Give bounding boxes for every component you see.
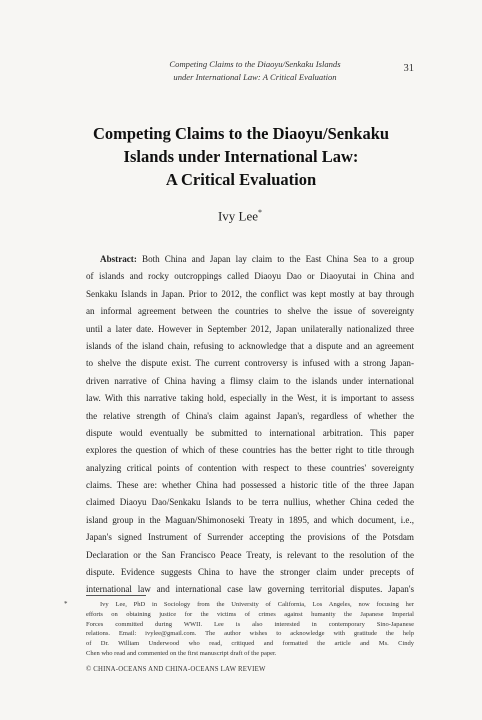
abstract-line: Senkaku Islands in Japan. Prior to 2012, the conflict was kept mostly at bay through <box>86 288 414 299</box>
abstract-line: an informal agreement between the countries to shelve the issue of sovereignty <box>86 306 414 317</box>
footnote-divider <box>86 595 146 596</box>
abstract-line: international law and international case law governing territorial disputes. Japan's <box>86 584 414 595</box>
author-byline <box>140 208 340 224</box>
running-header <box>130 58 380 84</box>
abstract-line: the relative strength of China's claim against Japan's, regardless of whether the <box>86 410 414 421</box>
abstract-line: Declaration or the San Francisco Peace Treaty, is relevant to the resolution of the <box>86 549 414 560</box>
abstract-line: claims. These are: whether China had possessed a historic title of the three Japan <box>86 480 414 491</box>
footnote-line: Ivy Lee, PhD in Sociology from the University of California, Los Angeles, now focusing her <box>100 601 414 608</box>
abstract-line: explores the question of which of these countries has the better right to title through <box>86 445 414 456</box>
author-footnote-mark: * <box>258 208 263 217</box>
author-name: Ivy Lee <box>217 208 259 224</box>
abstract-line: to shelve the dispute exist. The current controversy is infused with a strong Japan- <box>86 358 414 369</box>
page-number: 31 <box>403 63 414 74</box>
abstract-line: dispute would eventually be submitted to international arbitration. This paper <box>86 427 414 438</box>
abstract-line: Abstract: Both China and Japan lay claim to the East China Sea to a group <box>100 254 414 264</box>
abstract-line: law. With this narrative taking hold, especially in the West, it is important to assess <box>86 393 414 404</box>
title-line-1: Competing Claims to the Diaoyu/Senkaku <box>92 124 390 143</box>
footnote-line: efforts on obtaining justice for the victims of crimes against humanity the Japanese Imperial <box>86 610 414 618</box>
footnote-mark: * <box>64 600 68 608</box>
footnote-line: Chen who read and commented on the first manuscript draft of the paper. <box>86 649 277 657</box>
article-title <box>70 122 412 191</box>
footnote-line: relations. Email: ivylee@gmail.com. The author wishes to acknowledge with gratitude the help <box>86 630 414 638</box>
abstract-line: island group in the Maguan/Shimonoseki Treaty in 1895, and which document, i.e., <box>86 514 414 525</box>
abstract-line: Japan's signed Instrument of Surrender accepting the provisions of the Potsdam <box>86 532 414 543</box>
footnote-line: Forces committed during WWII. Lee is also interested in contemporary Sino-Japanese <box>86 620 414 628</box>
running-header-line-1: Competing Claims to the Diaoyu/Senkaku Islands <box>169 59 341 69</box>
abstract-line: claimed Diaoyu Dao/Senkaku Islands to be terra nullius, whether China ceded the <box>86 497 414 508</box>
abstract <box>86 251 414 599</box>
running-header-line-2: under International Law: A Critical Evaluation <box>173 72 337 82</box>
author-footnote <box>64 600 414 659</box>
title-line-3: A Critical Evaluation <box>165 170 317 189</box>
abstract-lead: Abstract: <box>100 254 137 264</box>
abstract-line: until a later date. However in September 2012, Japan unilaterally nationalized three <box>86 323 414 334</box>
abstract-line: dispute. Evidence suggests China to have the stronger claim under precepts of <box>86 567 414 578</box>
abstract-line: islands of the island chain, refusing to acknowledge that a dispute and an agreement <box>86 340 414 351</box>
abstract-line: of islands and rocky outcroppings called Diaoyu Dao or Diaoyutai in China and <box>86 271 414 282</box>
abstract-line: driven narrative of China having a flimsy claim to the islands under international <box>86 375 414 386</box>
copyright-notice: © CHINA-OCEANS AND CHINA-OCEANS LAW REVIEW <box>86 666 266 673</box>
abstract-line: analyzing critical points of contention with respect to these countries' sovereignty <box>86 462 414 473</box>
title-line-2: Islands under International Law: <box>123 147 359 166</box>
footnote-line: of Dr. William Underwood who read, critiqued and formatted the article and Ms. Cindy <box>86 640 414 648</box>
